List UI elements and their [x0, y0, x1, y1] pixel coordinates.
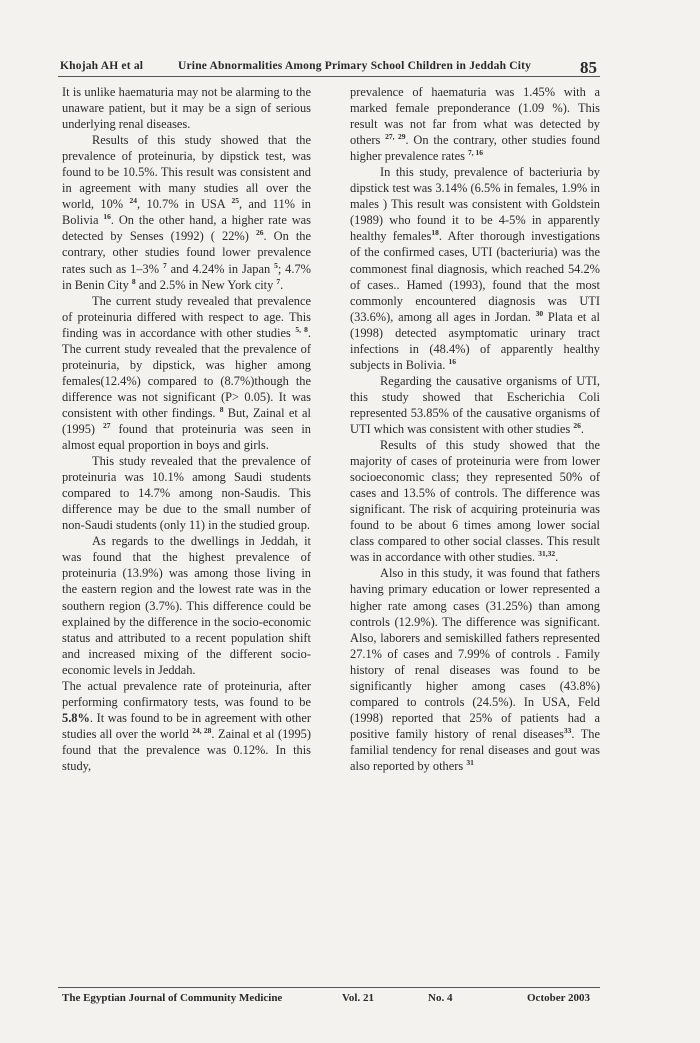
citation-ref: 26	[573, 420, 581, 430]
paragraph-text: Results of this study showed that the prevalence of proteinuria, by dipstick test, was found to be 10.5%. This result was consistent and in agreement with many studies all over the world, 10%	[62, 133, 311, 212]
paragraph-text: The actual prevalence rate of proteinuria, after performing confirmatory tests, was found to be	[62, 678, 311, 709]
paragraph	[62, 533, 311, 677]
paragraph-text: . On the contrary, other studies found lower prevalence rates such as 1–3%	[62, 229, 311, 276]
bold-text: 5.8%	[62, 710, 90, 725]
header-running-title: Urine Abnormalities Among Primary School Children in Jeddah City	[178, 60, 532, 72]
paragraph	[62, 132, 311, 292]
citation-ref: 7	[163, 260, 167, 270]
paragraph-text: . After thorough investigations of the confirmed cases, UTI (bacteriuria) was the commonest final diagnosis, which reached 54.2% of cases.. Hamed (1993), found that the most commonly encountered diagnosis was UTI (33.6%), among all ages in Jordan.	[350, 229, 600, 324]
paragraph-text: ; 4.7% in Benin City	[62, 261, 311, 292]
header-divider	[58, 76, 600, 77]
left-column	[62, 84, 311, 774]
paragraph-text: , 10.7% in USA	[137, 197, 232, 212]
paragraph-text: Regarding the causative organisms of UTI, this study showed that Escherichia Coli represented 53.85% of the causative organisms of UTI which was consistent with other studies	[350, 373, 600, 436]
citation-ref: 7, 16	[468, 148, 483, 158]
citation-ref: 16	[448, 356, 456, 366]
citation-ref: 25	[231, 196, 239, 206]
paragraph-text: But, Zainal et al (1995)	[62, 405, 311, 436]
paragraph	[350, 164, 600, 373]
paragraph-text: Plata et al (1998) detected asymptomatic urinary tract infections in (48.4%) of apparently healthy subjects in Bolivia.	[350, 309, 600, 372]
right-column	[350, 84, 600, 774]
paragraph-text: . On the other hand, a higher rate was detected by Senses (1992) ( 22%)	[62, 213, 311, 244]
citation-ref: 24, 28	[192, 725, 212, 735]
page-number: 85	[580, 58, 597, 77]
paragraph	[350, 565, 600, 774]
paragraph-text: .	[280, 277, 284, 292]
paragraph	[62, 453, 311, 533]
citation-ref: 24	[129, 196, 138, 206]
paragraph-text: . On the contrary, other studies found higher prevalence rates	[350, 133, 601, 164]
paragraph-text: It is unlike haematuria may not be alarming to the unaware patient, but it may be a sign of serious underlying renal diseases.	[62, 85, 311, 132]
paragraph-text: , and 11% in Bolivia	[62, 197, 311, 228]
footer-issue: No. 4	[428, 992, 453, 1004]
paragraph-text: . The familial tendency for renal diseases and gout was also reported by others	[350, 726, 600, 773]
paragraph-text: As regards to the dwellings in Jeddah, it was found that the highest prevalence of proteinuria (13.9%) was among those living in the eastern region and the lowest rate was in the southern region (3.7%). This difference could be explained by the difference in the socio-economic status and attributed to a recent population shift and increased mixing of the different socio-economic levels in Jeddah.	[62, 534, 311, 677]
citation-ref: 5	[274, 260, 278, 270]
paragraph-text: and 2.5% in New York city	[135, 277, 277, 292]
paragraph	[62, 84, 311, 132]
paragraph-text: The current study revealed that prevalence of proteinuria differed with respect to age. This finding was in accordance with other studies	[62, 293, 311, 340]
paragraph	[62, 678, 311, 774]
citation-ref: 31	[466, 757, 474, 767]
header-authors: Khojah AH et al	[60, 60, 144, 72]
paragraph	[62, 293, 311, 453]
citation-ref: 8	[219, 404, 224, 414]
citation-ref: 8	[131, 276, 136, 286]
paragraph-text: and 4.24% in Japan	[166, 261, 275, 276]
paragraph-text: .	[580, 421, 584, 436]
citation-ref: 5, 8	[295, 324, 308, 334]
citation-ref: 18	[431, 228, 439, 238]
citation-ref: 27	[103, 420, 111, 430]
paragraph-text: .	[555, 550, 559, 565]
paragraph-text: . Zainal et al (1995) found that the prevalence was 0.12%. In this study,	[62, 726, 312, 773]
footer-journal: The Egyptian Journal of Community Medicine	[62, 992, 283, 1004]
citation-ref: 26	[255, 228, 264, 238]
citation-ref: 33	[563, 725, 572, 735]
citation-ref: 7	[276, 276, 281, 286]
paragraph-text: prevalence of haematuria was 1.45% with a marked female preponderance (1.09 %). This result was not far from what was detected by others	[350, 85, 600, 148]
footer-date: October 2003	[527, 992, 591, 1004]
paragraph-text: Also in this study, it was found that fathers having primary education or lower represented a higher rate among cases (31.25%) than among controls (12.9%). The difference was significant. Also, laborers and semiskilled fathers represented 27.1% of cases and 7.99% of controls . Family history of renal diseases was found to be significantly higher among cases (43.8%) compared to controls (24.5%). In USA, Feld (1998) reported that 25% of patients had a positive family history of renal diseases	[350, 566, 600, 741]
paragraph-text: This study revealed that the prevalence of proteinuria was 10.1% among Saudi students compared to 14.7% among non-Saudis. This difference may be due to the small number of non-Saudi students (only 11) in the studied group.	[62, 454, 311, 533]
paragraph	[350, 84, 600, 164]
citation-ref: 31,32	[538, 549, 556, 559]
paragraph	[350, 373, 600, 437]
paragraph-text: . The current study revealed that the prevalence of proteinuria, by dipstick, was higher among females(12.4%) compared to (8.7%)though the difference was not significant (P> 0.05). It was consistent with other findings.	[62, 325, 312, 420]
citation-ref: 30	[535, 308, 544, 318]
paragraph-text: found that proteinuria was seen in almost equal proportion in boys and girls.	[62, 421, 312, 453]
paragraph	[350, 437, 600, 565]
paragraph-text: In this study, prevalence of bacteriuria by dipstick test was 3.14% (6.5% in females, 1.9% in males ) This result was consistent with Goldstein (1989) who found it to be 4-5% in apparently healthy females	[350, 165, 600, 244]
paragraph-text: Results of this study showed that the majority of cases of proteinuria were from lower socioeconomic class; they represented 50% of cases and 13.5% of controls. The difference was significant. The risk of acquiring proteinuria was found to be about 6 times among lower social class compared to other social classes. This result was in accordance with other studies.	[350, 438, 600, 565]
footer-volume: Vol. 21	[342, 992, 374, 1004]
citation-ref: 27, 29	[385, 132, 406, 142]
citation-ref: 16	[103, 212, 111, 222]
footer-divider	[58, 987, 600, 988]
paragraph-text: . It was found to be in agreement with other studies all over the world	[62, 710, 311, 741]
